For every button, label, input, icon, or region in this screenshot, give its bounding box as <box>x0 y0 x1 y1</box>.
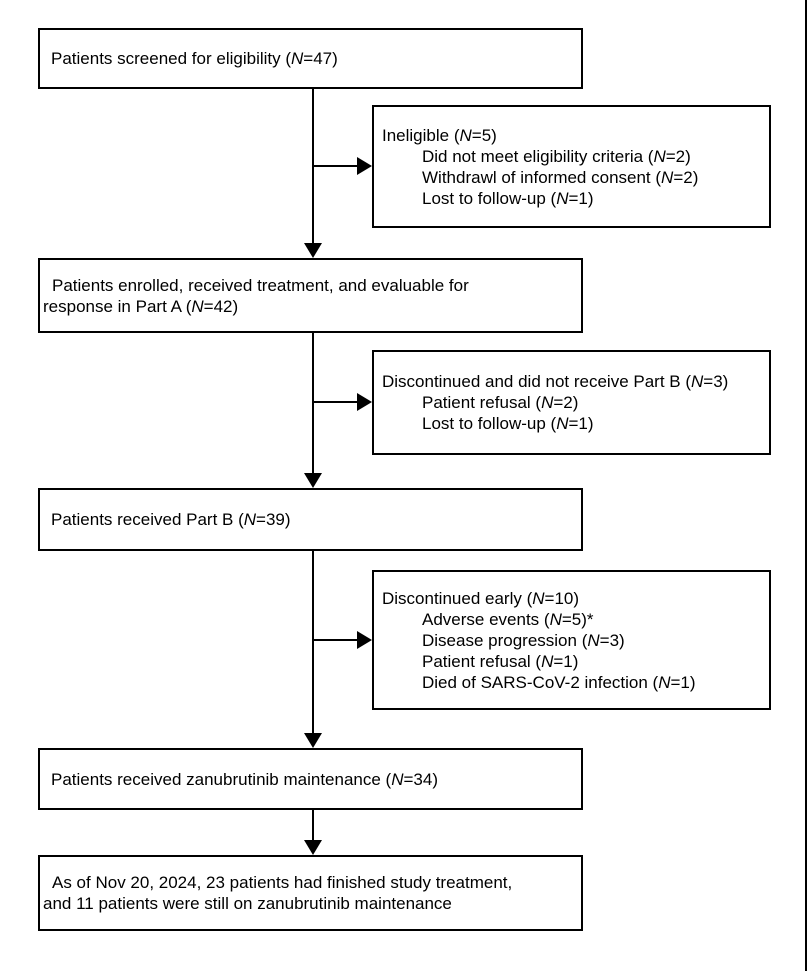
connector-branch-ineligible <box>313 165 357 167</box>
arrowhead-down-icon <box>304 243 322 258</box>
connector-maintenance-to-status <box>312 810 314 841</box>
arrowhead-down-icon <box>304 473 322 488</box>
box-ineligible-title: Ineligible (N=5) <box>382 125 497 145</box>
connector-part-b-to-maintenance <box>312 550 314 733</box>
box-maintenance <box>38 748 583 810</box>
box-status <box>38 855 583 931</box>
connector-branch-discontinued-part-b <box>313 401 357 403</box>
box-ineligible <box>372 105 771 228</box>
box-status-text-line-2: and 11 patients were still on zanubrutinib maintenance <box>43 894 452 913</box>
connector-enrolled-to-part-b <box>312 333 314 473</box>
box-discontinued-part-b-reason-2: Lost to follow-up (N=1) <box>422 414 594 433</box>
box-discontinued-part-b <box>372 350 771 455</box>
page-border-rule <box>805 0 807 971</box>
box-discontinued-early-reason-1: Adverse events (N=5)* <box>422 609 594 629</box>
arrowhead-down-icon <box>304 733 322 748</box>
arrowhead-down-icon <box>304 840 322 855</box>
box-discontinued-early-reason-2: Disease progression (N=3) <box>422 630 625 650</box>
box-ineligible-reason-2: Withdrawl of informed consent (N=2) <box>422 167 699 187</box>
box-discontinued-early <box>372 570 771 710</box>
arrowhead-right-icon <box>357 631 372 649</box>
box-screened-text: Patients screened for eligibility (N=47) <box>51 49 338 68</box>
box-enrolled <box>38 258 583 333</box>
box-discontinued-part-b-reason-1: Patient refusal (N=2) <box>422 393 579 412</box>
box-ineligible-reason-3: Lost to follow-up (N=1) <box>422 188 594 208</box>
box-discontinued-early-reason-4: Died of SARS-CoV-2 infection (N=1) <box>422 672 696 692</box>
box-enrolled-text-line-1: Patients enrolled, received treatment, and evaluable for <box>52 275 469 295</box>
box-ineligible-reason-1: Did not meet eligibility criteria (N=2) <box>422 146 691 166</box>
box-discontinued-part-b-title: Discontinued and did not receive Part B (N=3) <box>382 372 729 391</box>
box-enrolled-text-line-2: response in Part A (N=42) <box>43 296 239 316</box>
connector-branch-discontinued-early <box>313 639 357 641</box>
box-discontinued-early-title: Discontinued early (N=10) <box>382 588 580 608</box>
box-screened <box>38 28 583 89</box>
arrowhead-right-icon <box>357 393 372 411</box>
box-discontinued-early-reason-3: Patient refusal (N=1) <box>422 651 579 671</box>
box-part-b-text: Patients received Part B (N=39) <box>51 510 291 529</box>
box-maintenance-text: Patients received zanubrutinib maintenance (N=34) <box>51 769 438 789</box>
box-part-b <box>38 488 583 551</box>
arrowhead-right-icon <box>357 157 372 175</box>
box-status-text-line-1: As of Nov 20, 2024, 23 patients had finished study treatment, <box>52 873 513 892</box>
